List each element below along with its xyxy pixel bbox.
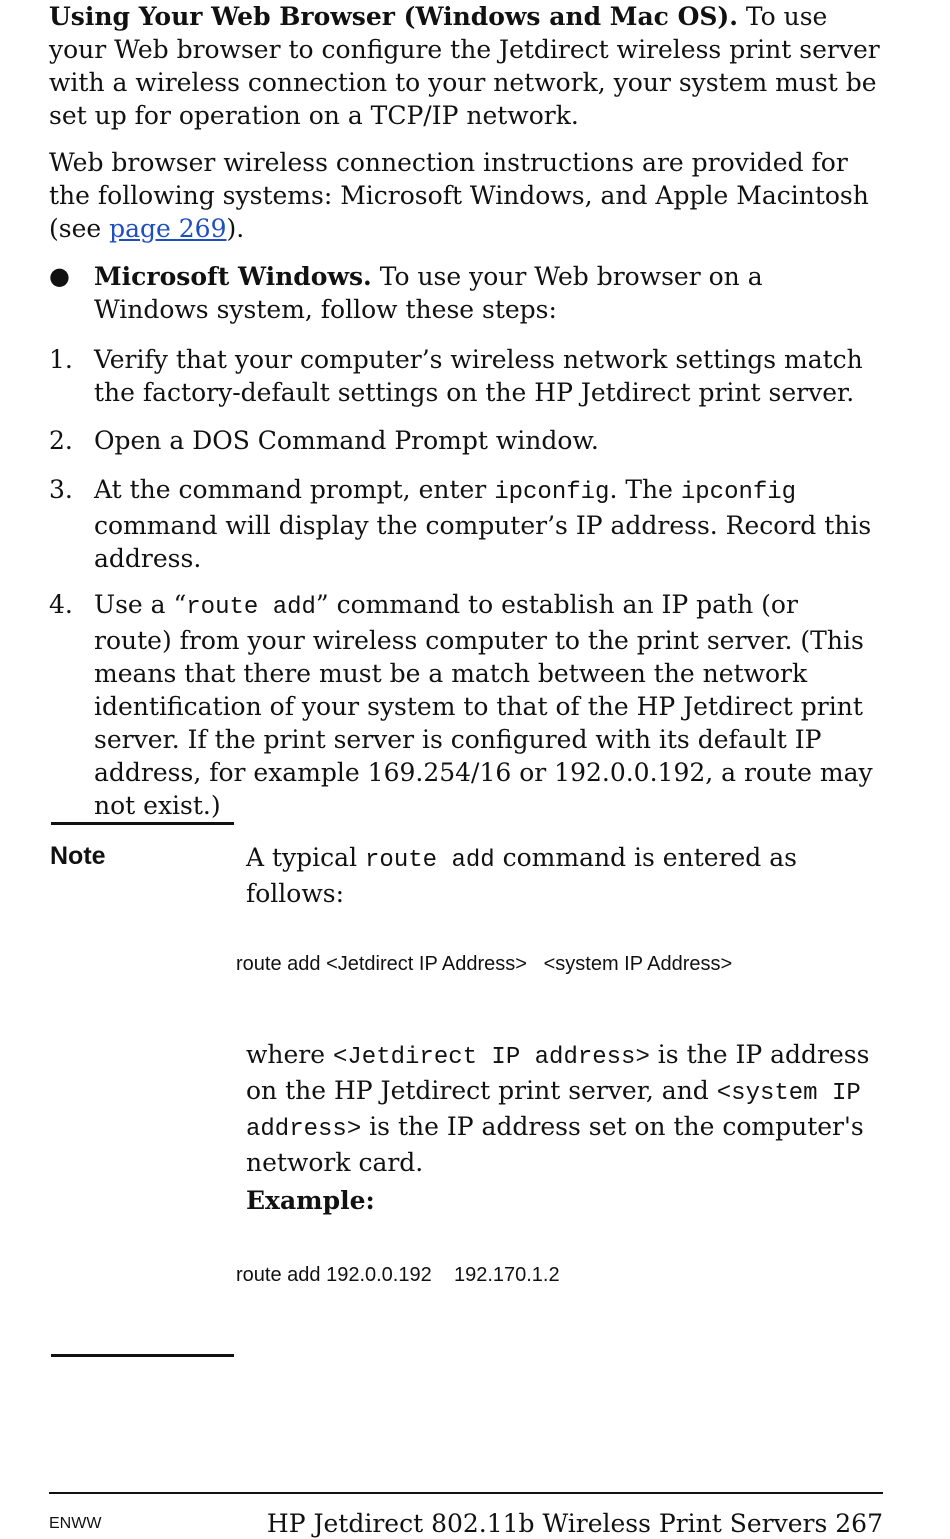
note-intro [246,841,881,910]
page-269-link[interactable]: page 269 [109,214,227,243]
step-4 [49,588,881,820]
systems-text: Web browser wireless connection instructions are provided for the following systems: Microsoft Windows, and Apple Macintosh (see [49,148,869,243]
route-add-code: route add [365,847,495,874]
intro-paragraph [49,0,881,132]
intro-heading: Using Your Web Browser (Windows and Mac OS). [49,2,738,31]
step-number: 1. [49,345,73,374]
step-text [94,588,881,822]
ipconfig-code: ipconfig [680,479,797,506]
system-ip-code: <system IP address> [246,1080,861,1143]
example-command: route add 192.0.0.192 192.170.1.2 [236,1264,560,1286]
footer-rule [49,1492,883,1494]
note-intro-text: command is entered as follows: [246,843,797,908]
step-text-part: ” command to establish an IP path (or route) from your wireless computer to the print server. (This means that there must be a match between the network identification of your system to that of the HP Jetdirect print server. If the print server is configured with its default IP address, for example 169.254/16 or 192.0.0.192, a route may not exist.) [94,590,873,820]
route-add-code: route add [186,594,316,621]
bullet-item-windows [49,260,881,330]
note-where-text: is the IP address on the HP Jetdirect print server, and [246,1040,870,1105]
step-text: Verify that your computer’s wireless network settings match the factory-default settings on the HP Jetdirect print server. [94,345,863,407]
intro-text: To use your Web browser to configure the Jetdirect wireless print server with a wireless connection to your network, your system must be set up for operation on a TCP/IP network. [49,2,880,130]
step-number: 3. [49,475,73,504]
footer-left-label: ENWW [49,1515,102,1532]
step-text [94,473,881,575]
jetdirect-ip-code: <Jetdirect IP address> [333,1044,650,1071]
step-number: 2. [49,426,73,455]
note-bottom-rule [51,1354,234,1357]
step-number: 4. [49,590,73,619]
step-2 [49,424,881,460]
note-intro-text: A typical [246,843,366,872]
command-syntax: route add <Jetdirect IP Address> <system IP Address> [236,953,733,975]
step-3 [49,473,881,573]
step-text-part: . The [609,475,681,504]
note-top-rule [51,822,234,825]
footer-right-label: HP Jetdirect 802.11b Wireless Print Servers 267 [266,1509,883,1538]
step-1 [49,343,881,413]
note-where-text: where [246,1040,333,1069]
note-where [246,1038,881,1179]
bullet-body: To use your Web browser on a Windows system, follow these steps: [94,262,763,324]
step-text-part: At the command prompt, enter [94,475,495,504]
step-text-part: command will display the computer’s IP address. Record this address. [94,511,872,573]
bullet-heading: Microsoft Windows. [94,262,372,291]
systems-text-end: ). [226,214,245,243]
example-label: Example: [246,1186,375,1215]
systems-paragraph [49,146,881,245]
note-where-text: is the IP address set on the computer's network card. [246,1112,864,1177]
ipconfig-code: ipconfig [494,479,610,506]
note-label: Note [50,842,106,870]
bullet-text [94,260,881,326]
step-text-part: Use a “ [94,590,187,619]
step-text: Open a DOS Command Prompt window. [94,426,599,455]
bullet-icon: ● [49,262,70,290]
